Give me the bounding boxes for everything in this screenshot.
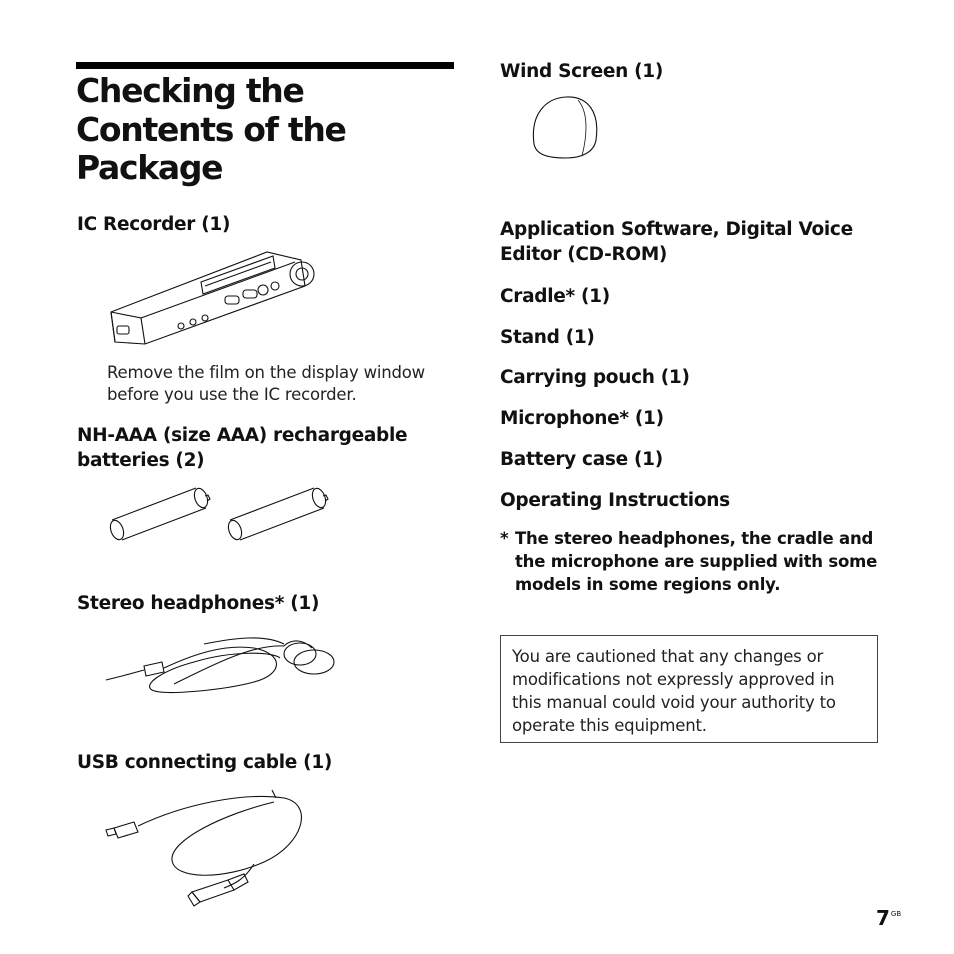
- caution-box: You are cautioned that any changes or modifications not expressly approved in this manual could void your authority to operate this equipment.: [500, 635, 878, 743]
- item-microphone: Microphone* (1): [500, 408, 664, 429]
- ic-recorder-illustration: [105, 246, 320, 352]
- item-stand: Stand (1): [500, 327, 595, 348]
- usb-cable-illustration: [104, 784, 308, 910]
- title-rule: [76, 62, 454, 69]
- footnote-text: The stereo headphones, the cradle and the microphone are supplied with some models in some regions only.: [515, 529, 878, 594]
- ic-recorder-heading: IC Recorder (1): [77, 214, 231, 235]
- item-operating-instructions: Operating Instructions: [500, 490, 730, 511]
- item-software: Application Software, Digital Voice Editor (CD-ROM): [500, 219, 853, 265]
- page-number: [876, 906, 900, 930]
- page-number-suffix: GB: [890, 910, 902, 918]
- item-carrying-pouch: Carrying pouch (1): [500, 367, 690, 388]
- usb-cable-heading: USB connecting cable (1): [77, 752, 333, 773]
- footnote: [500, 527, 880, 596]
- wind-screen-heading: Wind Screen (1): [500, 61, 664, 82]
- headphones-illustration: [104, 624, 336, 700]
- page-number-value: 7: [876, 906, 890, 930]
- batteries-heading: NH-AAA (size AAA) rechargeable batteries (2): [77, 425, 408, 471]
- page-title: Checking the Contents of the Package: [76, 71, 346, 187]
- item-battery-case: Battery case (1): [500, 449, 663, 470]
- batteries-illustration: [104, 482, 328, 542]
- footnote-mark: *: [500, 529, 509, 548]
- item-cradle: Cradle* (1): [500, 286, 610, 307]
- headphones-heading: Stereo headphones* (1): [77, 593, 320, 614]
- ic-recorder-note: Remove the film on the display window before you use the IC recorder.: [107, 363, 425, 404]
- wind-screen-illustration: [530, 94, 602, 162]
